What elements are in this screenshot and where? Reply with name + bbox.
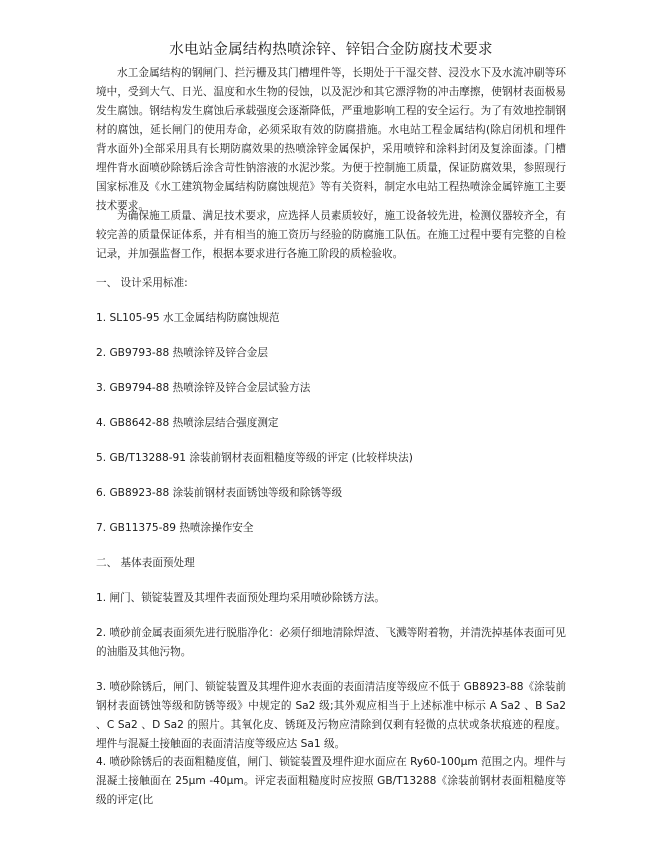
- pretreatment-item: 4. 喷砂除锈后的表面粗糙度值，闸门、锁锭装置及埋件迎水面应在 Ry60-100μm 范围之内。埋件与混凝土接触面在 25μm -40μm。评定表面粗糙度时应按照 GB/T13288《涂装前钢材表面粗糙度等级的评定(比: [96, 756, 566, 806]
- standard-item: 3. GB9794-88 热喷涂锌及锌合金层试验方法: [96, 382, 311, 394]
- standard-item: 6. GB8923-88 涂装前钢材表面锈蚀等级和除锈等级: [96, 487, 343, 499]
- pretreatment-item: 2. 喷砂前金属表面须先进行脱脂净化：必须仔细地清除焊渣、飞溅等附着物，并清洗掉基体表面可见的油脂及其他污物。: [96, 627, 566, 658]
- document-title: 水电站金属结构热喷涂锌、锌铝合金防腐技术要求: [169, 42, 493, 58]
- standard-item: 5. GB/T13288-91 涂装前钢材表面粗糙度等级的评定 (比较样块法): [96, 452, 413, 464]
- standard-item: 4. GB8642-88 热喷涂层结合强度测定: [96, 417, 279, 429]
- section-2-heading: 二、 基体表面预处理: [96, 557, 195, 569]
- standard-item: 1. SL105-95 水工金属结构防腐蚀规范: [96, 312, 280, 324]
- section-1-heading: 一、 设计采用标准:: [96, 277, 188, 289]
- standard-item: 2. GB9793-88 热喷涂锌及锌合金层: [96, 347, 268, 359]
- intro-paragraph-1: 水工金属结构的钢闸门、拦污栅及其门槽埋件等，长期处于干湿交替、浸没水下及水流冲刷等环境中，受到大气、日光、温度和水生物的侵蚀，以及泥沙和其它漂浮物的冲击摩擦，使钢材表面极易发生腐蚀。钢结构发生腐蚀后承载强度会逐渐降低，严重地影响工程的安全运行。为了有效地控制钢材的腐蚀，延长闸门的使用寿命，必须采取有效的防腐措施。水电站工程金属结构(除启闭机和埋件背水面外)全部采用具有长期防腐效果的热喷涂锌金属保护，采用喷锌和涂料封闭及复涂面漆。门槽埋件背水面喷砂除锈后涂含苛性钠溶液的水泥沙浆。为便于控制施工质量，保证防腐效果，参照现行国家标准及《水工建筑物金属结构防腐蚀规范》等有关资料，制定水电站工程热喷涂金属锌施工主要技术要求。: [96, 67, 566, 212]
- pretreatment-item: 3. 喷砂除锈后，闸门、锁锭装置及其埋件迎水表面的表面清洁度等级应不低于 GB8923-88《涂装前钢材表面锈蚀等级和防锈等级》中规定的 Sa2 级;其外观应相当于上述标准中标示 A Sa2 、B Sa2 、C Sa2 、D Sa2 的照片。其氧化皮、锈斑及污物应清除到仅剩有轻微的点状或条状痕迹的程度。埋件与混凝土接触面的表面清洁度等级应达 Sa1 级。: [96, 681, 566, 750]
- intro-paragraph-2: 为确保施工质量、满足技术要求，应选择人员素质较好，施工设备较先进，检测仪器较齐全，有较完善的质量保证体系，并有相当的施工资历与经验的防腐施工队伍。在施工过程中要有完整的自检记录，并加强监督工作，根据本要求进行各施工阶段的质检验收。: [96, 210, 566, 260]
- standard-item: 7. GB11375-89 热喷涂操作安全: [96, 522, 254, 534]
- pretreatment-item: 1. 闸门、锁锭装置及其埋件表面预处理均采用喷砂除锈方法。: [96, 592, 385, 604]
